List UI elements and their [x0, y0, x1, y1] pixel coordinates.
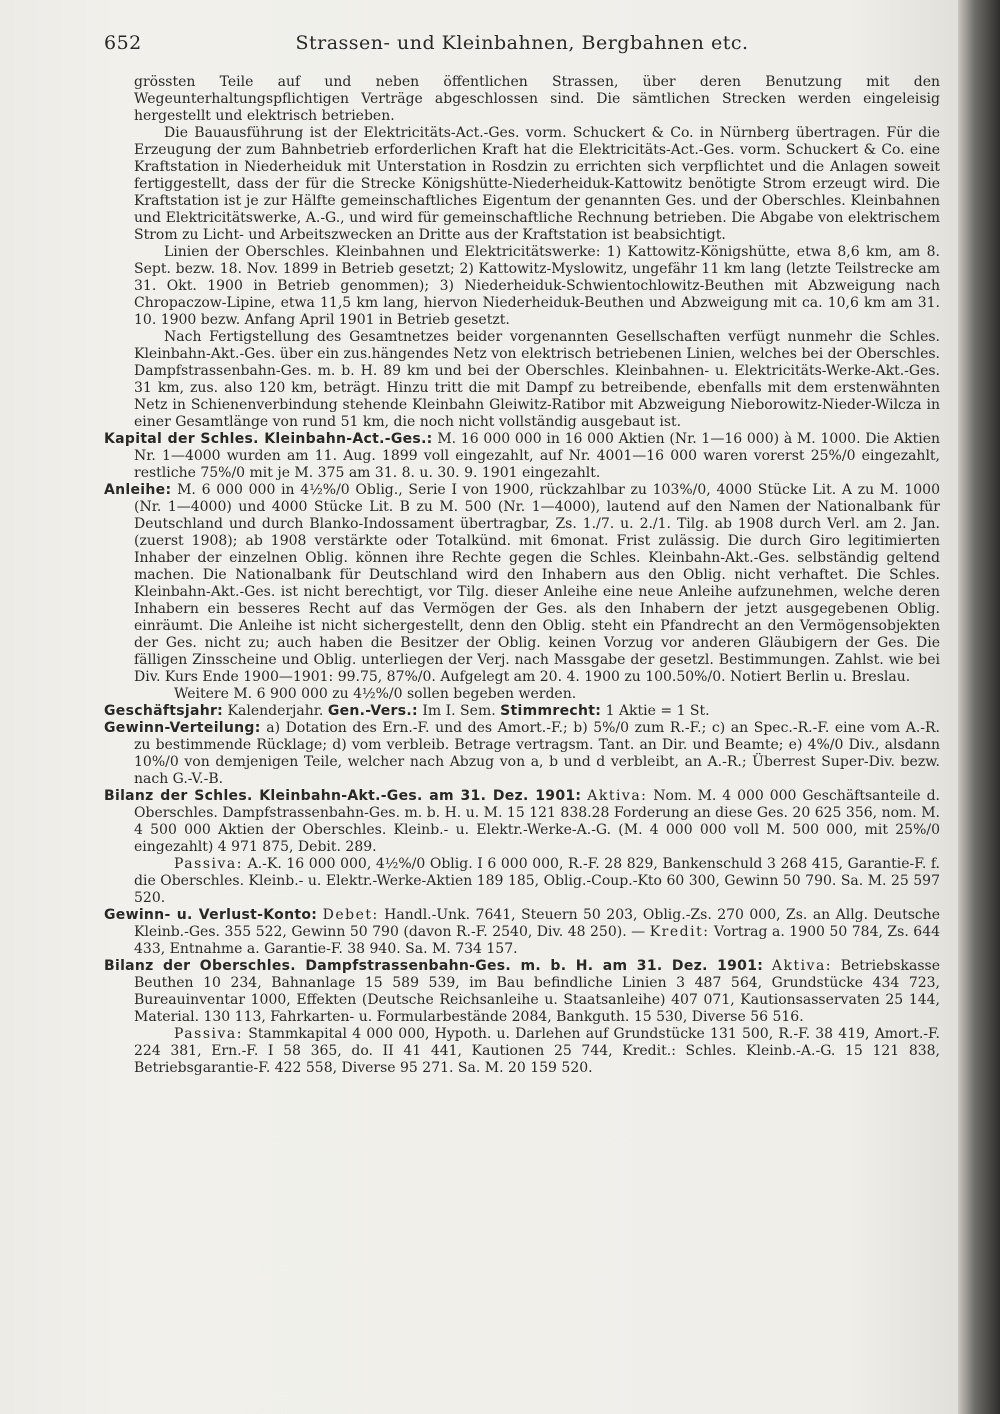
- page-binding-edge: [958, 0, 1000, 1414]
- bilanz-oberschles-aktiva-label: Aktiva:: [771, 958, 833, 974]
- section-kapital: [104, 431, 940, 482]
- geschaeftsjahr-label: Geschäftsjahr:: [104, 703, 224, 719]
- section-bilanz-schles: [104, 788, 940, 856]
- bilanz-schles-passiva: A.-K. 16 000 000, 4½%/0 Oblig. I 6 000 000, R.-F. 28 829, Bankenschuld 3 268 415, Garantie-F. f. die Oberschles. Kleinb.- u. Elektr.-Werke-Aktien 189 185, Oblig.-Coup.-Kto 60 300, Gewinn 50 790. Sa. M. 25 597 520.: [134, 856, 940, 906]
- running-title: Strassen- und Kleinbahnen, Bergbahnen etc.: [295, 32, 749, 54]
- page-number: 652: [104, 32, 142, 54]
- section-anleihe: [104, 482, 940, 686]
- bilanz-schles-label: Bilanz der Schles. Kleinbahn-Akt.-Ges. am 31. Dez. 1901:: [104, 788, 582, 804]
- paragraph-lines: Linien der Oberschles. Kleinbahnen und Elektricitätswerke: 1) Kattowitz-Königshütte, etwa 8,6 km, am 8. Sept. bezw. 18. Nov. 1899 in Betrieb gesetzt; 2) Kattowitz-Myslowitz, ungefähr 11 km lang (letzte Teilstrecke am 31. Okt. 1900 in Betrieb genommen); 3) Niederheiduk-Schwientochlowitz-Beuthen mit Abzweigung nach Chropaczow-Lipine, etwa 11,5 km lang, hiervon Niederheiduk-Beuthen und Abzweigung mit ca. 10,6 km am 31. 10. 1900 bezw. Anfang April 1901 in Betrieb gesetzt.: [134, 244, 940, 328]
- gen-vers-label: Gen.-Vers.:: [327, 703, 418, 719]
- bilanz-schles-aktiva: Nom. M. 4 000 000 Geschäftsanteile d. Oberschles. Dampfstrassenbahn-Ges. m. b. H. u. M. 15 121 838.28 Forderung an diese Ges. 20 625 356, nom. M. 4 500 000 Aktien der Oberschles. Kleinb.- u. Elektr.-Werke-A.-G. (M. 4 000 000 voll M. 500 000, mit 25%/0 eingezahlt) 4 971 875, Debit. 289.: [134, 788, 941, 855]
- guv-label: Gewinn- u. Verlust-Konto:: [104, 907, 318, 923]
- paragraph-continuation: grössten Teile auf und neben öffentlichen Strassen, über deren Benutzung mit den Wegeunterhaltungspflichtigen Verträge abgeschlossen sind. Die sämtlichen Strecken werden eingeleisig hergestellt und elektrisch betrieben.: [134, 74, 940, 124]
- guv-kredit-label: Kredit:: [649, 924, 710, 940]
- bilanz-oberschles-aktiva: Betriebskasse Beuthen 10 234, Bahnanlage 15 589 539, im Bau befindliche Linien 3 487 564, Grundstücke 434 723, Bureauinventar 1000, Effekten (Deutsche Reichsanleihe u. Staatsanleihe) 407 071, Kautionsasservaten 25 144, Material. 130 113, Fahrkarten- u. Formularbestände 2084, Bankguth. 15 530, Diverse 56 516.: [134, 958, 940, 1025]
- section-bilanz-oberschles: [104, 958, 940, 1026]
- bilanz-oberschles-passiva: Stammkapital 4 000 000, Hypoth. u. Darlehen auf Grundstücke 131 500, R.-F. 38 419, Amort.-F. 224 381, Ern.-F. I 58 365, do. II 41 441, Kautionen 25 744, Kredit.: Schles. Kleinb.-A.-G. 15 121 838, Betriebsgarantie-F. 422 558, Diverse 95 271. Sa. M. 20 159 520.: [134, 1026, 940, 1076]
- kapital-label: Kapital der Schles. Kleinbahn-Act.-Ges.:: [104, 431, 433, 447]
- section-gewinn-verlust: [104, 907, 940, 958]
- paragraph-network: Nach Fertigstellung des Gesamtnetzes beider vorgenannten Gesellschaften verfügt nunmehr die Schles. Kleinbahn-Akt.-Ges. über ein zus.hängendes Netz von elektrisch betriebenen Linien, welches bei der Oberschles. Dampfstrassenbahn-Ges. m. b. H. 89 km und bei der Oberschles. Kleinbahnen- u. Elektricitäts-Werke-Akt.-Ges. 31 km, zus. also 120 km, beträgt. Hinzu tritt die mit Dampf zu betreibende, ebenfalls mit dem erstenwähnten Netz in Schienenverbindung stehende Kleinbahn Gleiwitz-Ratibor mit Abzweigung Nieborowitz-Nieder-Wilcza in einer Gesamtlänge von rund 51 km, die noch nicht vollständig ausgebaut ist.: [134, 329, 940, 430]
- guv-debet: Handl.-Unk. 7641, Steuern 50 203, Oblig.-Zs. 270 000, Zs. an Allg. Deutsche Kleinb.-Ges. 355 522, Gewinn 50 790 (davon R.-F. 2540, Div. 48 250). —: [134, 907, 941, 940]
- bilanz-oberschles-passiva-label: Passiva:: [174, 1026, 243, 1042]
- bilanz-schles-aktiva-label: Aktiva:: [587, 788, 648, 804]
- anleihe-additional: Weitere M. 6 900 000 zu 4½%/0 sollen begeben werden.: [174, 686, 577, 702]
- paragraph-construction: Die Bauausführung ist der Elektricitäts-Act.-Ges. vorm. Schuckert & Co. in Nürnberg übertragen. Für die Erzeugung der zum Bahnbetrieb erforderlichen Kraft hat die Elektricitäts-Act.-Ges. vorm. Schuckert & Co. eine Kraftstation in Niederheiduk mit Unterstation in Rosdzin zu errichten sich verpflichtet und die Anlagen soweit fertiggestellt, dass der für die Strecke Königshütte-Niederheiduk-Kattowitz benötigte Strom erzeugt wird. Die Kraftstation ist je zur Hälfte gemeinschaftliches Eigentum der genannten Ges. und der Oberschles. Kleinbahnen und Elektricitätswerke, A.-G., und wird für gemeinschaftliche Rechnung betrieben. Die Abgabe von elektrischem Strom zu Licht- und Arbeitszwecken an Dritte aus der Kraftstation ist beabsichtigt.: [134, 125, 940, 243]
- gewinn-verteilung-label: Gewinn-Verteilung:: [104, 720, 261, 736]
- guv-debet-label: Debet:: [322, 907, 379, 923]
- geschaeftsjahr-text: Kalenderjahr.: [227, 703, 324, 719]
- page-header: [104, 28, 940, 58]
- stimmrecht-label: Stimmrecht:: [500, 703, 602, 719]
- guv-kredit: Vortrag a. 1900 50 784, Zs. 644 433, Entnahme a. Garantie-F. 38 940. Sa. M. 734 157.: [134, 924, 941, 957]
- stimmrecht-text: 1 Aktie = 1 St.: [605, 703, 710, 719]
- bilanz-oberschles-label: Bilanz der Oberschles. Dampfstrassenbahn-Ges. m. b. H. am 31. Dez. 1901:: [104, 958, 764, 974]
- bilanz-oberschles-passiva-block: [104, 1026, 940, 1077]
- bilanz-schles-passiva-label: Passiva:: [174, 856, 243, 872]
- gen-vers-text: Im I. Sem.: [422, 703, 496, 719]
- gewinn-verteilung-text: a) Dotation des Ern.-F. und des Amort.-F.; b) 5%/0 zum R.-F.; c) an Spec.-R.-F. eine vom A.-R. zu bestimmende Rücklage; d) vom verbleib. Betrage vertragsm. Tant. an Dir. und Beamte; e) 4%/0 Div., alsdann 10%/0 von demjenigen Teile, welcher nach Abzug von a, b und d verbleibt, an A.-R.; Überrest Super-Div. bezw. nach G.-V.-B.: [134, 720, 940, 787]
- section-gewinn-verteilung: [104, 720, 940, 788]
- kapital-text: M. 16 000 000 in 16 000 Aktien (Nr. 1—16 000) à M. 1000. Die Aktien Nr. 1—4000 wurden am 11. Aug. 1899 voll eingezahlt, auf Nr. 4001—16 000 waren vorerst 25%/0 eingezahlt, restliche 75%/0 mit je M. 375 am 31. 8. u. 30. 9. 1901 eingezahlt.: [134, 431, 940, 481]
- bilanz-schles-passiva-block: [104, 856, 940, 907]
- anleihe-text: M. 6 000 000 in 4½%/0 Oblig., Serie I von 1900, rückzahlbar zu 103%/0, 4000 Stücke Lit. A zu M. 1000 (Nr. 1—4000) und 4000 Stücke Lit. B zu M. 500 (Nr. 1—4000), lautend auf den Namen der Nationalbank für Deutschland und durch Blanko-Indossament übertragbar, Zs. 1./7. u. 2./1. Tilg. ab 1908 durch Verl. am 2. Jan. (zuerst 1908); ab 1908 verstärkte oder Totalkünd. mit 6monat. Frist zulässig. Die durch Giro legitimierten Inhaber der einzelnen Oblig. können ihre Rechte gegen die Schles. Kleinbahn-Akt.-Ges. selbständig geltend machen. Die Nationalbank für Deutschland wird den Inhabern aus den Oblig. nicht verhaftet. Die Schles. Kleinbahn-Akt.-Ges. ist nicht berechtigt, vor Tilg. dieser Anleihe eine neue Anleihe aufzunehmen, welche deren Inhabern ein besseres Recht auf das Vermögen der Ges. als den Inhabern der jetzt ausgegebenen Oblig. einräumt. Die Anleihe ist nicht sichergestellt, denn den Oblig. steht ein Pfandrecht an den Vermögensobjekten der Ges. nicht zu; auch haben die Besitzer der Oblig. keinen Vorzug vor anderen Gläubigern der Ges. Die fälligen Zinsscheine und Oblig. unterliegen der Verj. nach Massgabe der gesetzl. Bestimmungen. Zahlst. wie bei Div. Kurs Ende 1900—1901: 99.75, 87%/0. Aufgelegt am 20. 4. 1900 zu 100.50%/0. Notiert Berlin u. Breslau.: [134, 482, 940, 685]
- body-text: [104, 74, 940, 1077]
- anleihe-label: Anleihe:: [104, 482, 172, 498]
- section-geschaeftsjahr: [104, 703, 940, 720]
